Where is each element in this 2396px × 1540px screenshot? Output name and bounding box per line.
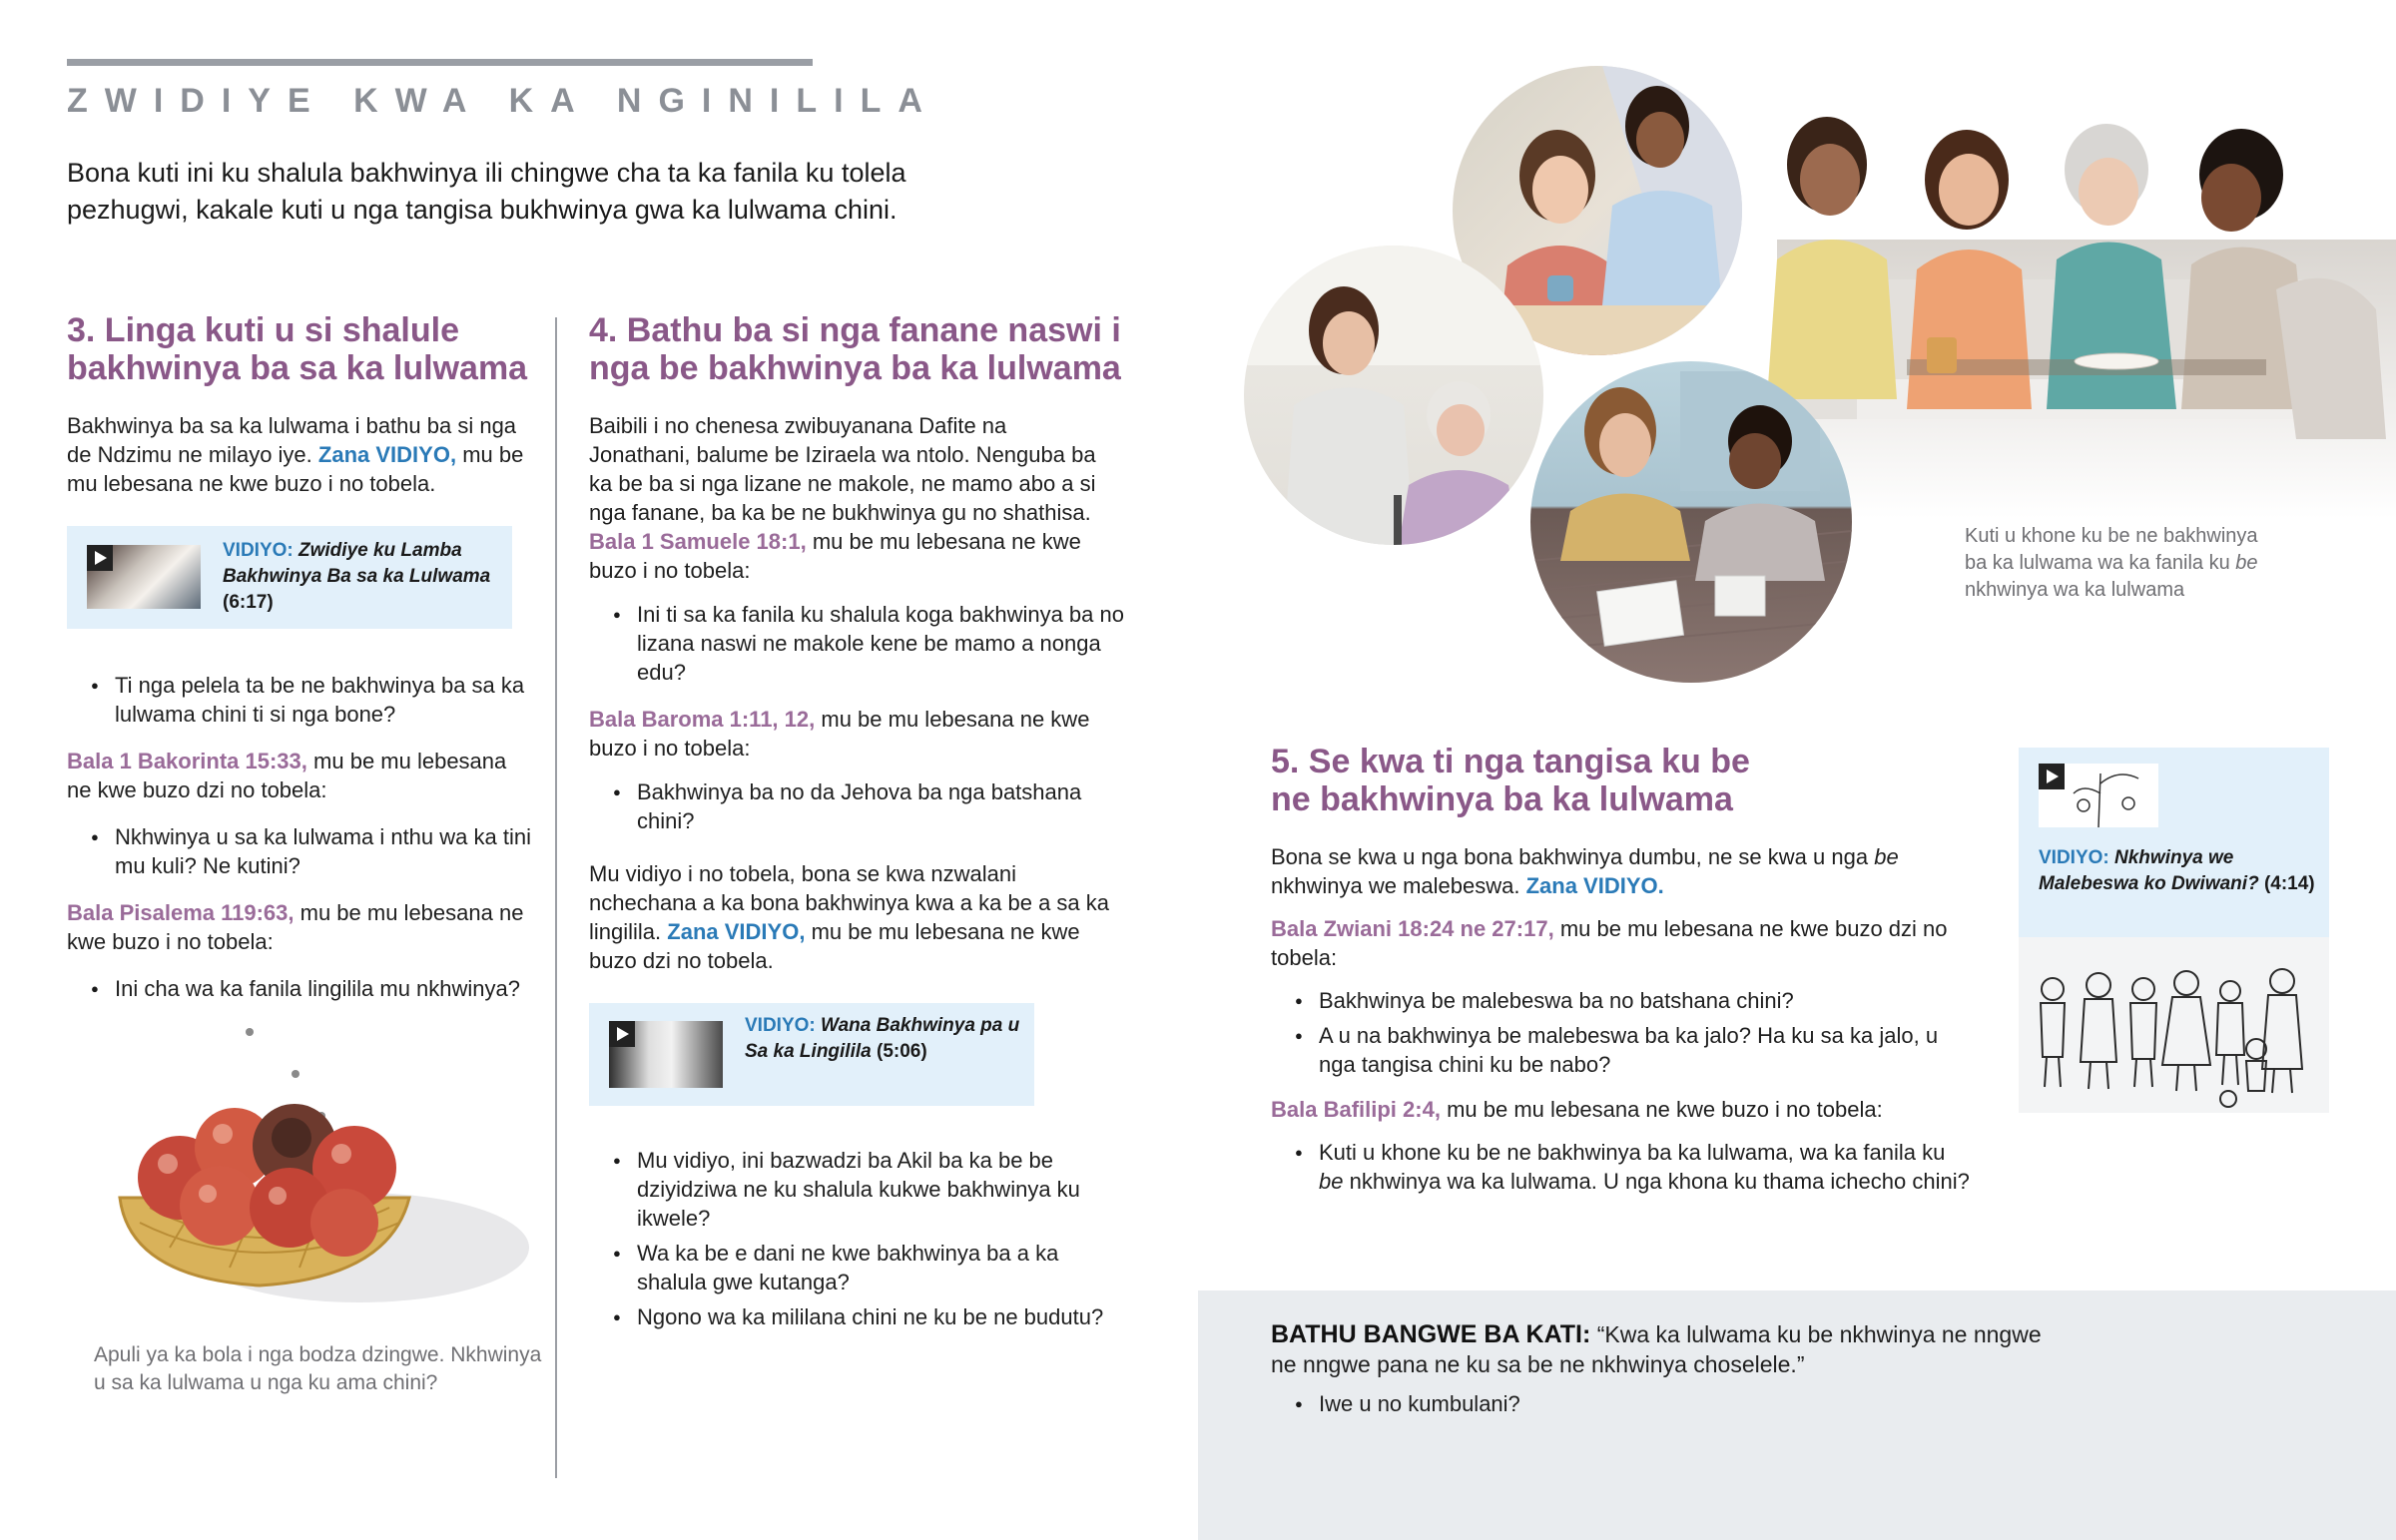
- question-bullet: ● Ngono wa ka mililana chini ne ku be ne budutu?: [589, 1302, 1128, 1331]
- scripture-ref[interactable]: Bala Bafilipi 2:4,: [1271, 1097, 1441, 1122]
- video-thumbnail[interactable]: [2039, 764, 2158, 827]
- scripture-ref[interactable]: Bala Zwiani 18:24 ne 27:17,: [1271, 916, 1554, 941]
- section-3: [67, 311, 536, 1003]
- video-card-wana[interactable]: [589, 1003, 1034, 1106]
- question-bullet: ● Ti nga pelela ta be ne bakhwinya ba sa ka lulwama chini ti si nga bone?: [67, 671, 536, 729]
- question-bullet: ● Kuti u khone ku be ne bakhwinya ba ka lulwama, wa ka fanila ku be nkhwinya wa ka lulwama. U nga khona ku thama ichecho chini?: [1271, 1138, 1970, 1196]
- children-line-drawing: [2019, 937, 2329, 1113]
- intro-text: Bona kuti ini ku shalula bakhwinya ili chingwe cha ta ka fanila ku tolela pezhugwi, kakale kuti u nga tangisa bukhwinya gwa ka lulwama chini.: [67, 158, 906, 225]
- helping-elderly-circle: [1244, 246, 1543, 545]
- question-bullet: ● A u na bakhwinya be malebeswa ba ka jalo? Ha ku sa ka jalo, u nga tangisa chini ku be nabo?: [1271, 1021, 1970, 1079]
- question-bullet: ● Bakhwinya be malebeswa ba no batshana chini?: [1271, 986, 1970, 1015]
- question-bullet: ● Bakhwinya ba no da Jehova ba nga batshana chini?: [589, 777, 1128, 835]
- scripture-prompt: Bala Zwiani 18:24 ne 27:17, mu be mu lebesana ne kwe buzo dzi no tobela:: [1271, 916, 1948, 970]
- video-thumbnail[interactable]: [87, 545, 201, 609]
- quote-block: [1271, 1319, 2070, 1418]
- video-card-lamba[interactable]: [67, 526, 512, 629]
- question-bullet: ● Nkhwinya u sa ka lulwama i nthu wa ka tini mu kuli? Ne kutini?: [67, 822, 536, 880]
- question-bullet: ● Ini ti sa ka fanila ku shalula koga bakhwinya ba no lizana naswi ne makole kene be mamo a nonga edu?: [589, 600, 1128, 687]
- video-card-text: VIDIYO: Zwidiye ku Lamba Bakhwinya Ba sa ka Lulwama (6:17): [223, 540, 491, 613]
- video-card-dwiwani[interactable]: [2019, 748, 2329, 937]
- comforting-friend-circle: [1530, 361, 1852, 683]
- watch-video-link[interactable]: Zana VIDIYO,: [667, 919, 806, 944]
- video-card-text: VIDIYO: Nkhwinya we Malebeswa ko Dwiwani? (4:14): [2039, 847, 2315, 894]
- play-icon[interactable]: [2039, 764, 2065, 789]
- question-bullet: ● Wa ka be e dani ne kwe bakhwinya ba a ka shalula gwe kutanga?: [589, 1239, 1128, 1296]
- rotten-apple-bowl-illustration: [110, 1018, 529, 1317]
- scripture-ref[interactable]: Bala 1 Bakorinta 15:33,: [67, 749, 307, 773]
- scripture-ref[interactable]: Bala Baroma 1:11, 12,: [589, 707, 816, 732]
- play-icon[interactable]: [87, 545, 113, 571]
- scripture-prompt: Bala Pisalema 119:63, mu be mu lebesana ne kwe buzo i no tobela:: [67, 900, 524, 954]
- apple-caption: Apuli ya ka bola i nga bodza dzingwe. Nkhwinya u sa ka lulwama u nga ku ama chini?: [94, 1343, 542, 1394]
- play-icon[interactable]: [609, 1021, 635, 1047]
- section-3-title: 3. Linga kuti u si shalule bakhwinya ba sa ka lulwama: [67, 311, 528, 387]
- apple-bowl-image: [110, 1018, 529, 1317]
- column-divider: [555, 317, 557, 1478]
- section-3-intro: Bakhwinya ba sa ka lulwama i bathu ba si nga de Ndzimu ne milayo iye. Zana VIDIYO, mu be mu lebesana ne kwe buzo i no tobela.: [67, 413, 524, 496]
- section-5-intro: Bona se kwa u nga bona bakhwinya dumbu, ne se kwa u nga be nkhwinya we malebeswa. Zana VIDIYO.: [1271, 844, 1899, 898]
- video-card-text: VIDIYO: Wana Bakhwinya pa u Sa ka Lingilila (5:06): [745, 1015, 1020, 1062]
- section-5: [1271, 743, 1970, 1196]
- section-5-title: 5. Se kwa ti nga tangisa ku be ne bakhwinya ba ka lulwama: [1271, 743, 1750, 818]
- scripture-ref[interactable]: Bala Pisalema 119:63,: [67, 900, 295, 925]
- section-4-intro: Baibili i no chenesa zwibuyanana Dafite na Jonathani, balume be Iziraela wa ntolo. Nenguba ba ka be ba si nga lizane ne makole, ne mamo abo a si nga fanane, ba ka be ne bukhwinya gu no shathisa. Bala 1 Samuele 18:1, mu be mu lebesana ne kwe buzo i no tobela:: [589, 413, 1096, 583]
- scripture-prompt: Bala Baroma 1:11, 12, mu be mu lebesana ne kwe buzo i no tobela:: [589, 707, 1090, 761]
- video-thumbnail[interactable]: [609, 1021, 723, 1088]
- watch-video-link[interactable]: Zana VIDIYO.: [1525, 873, 1664, 898]
- section-kicker: ZWIDIYE KWA KA NGINILILA: [67, 82, 939, 120]
- question-bullet: ● Ini cha wa ka fanila lingilila mu nkhwinya?: [67, 974, 536, 1003]
- friends-illustration-caption: Kuti u khone ku be ne bakhwinya ba ka lulwama wa ka fanila ku be nkhwinya wa ka lulwama: [1965, 525, 2258, 601]
- scripture-prompt: Bala 1 Bakorinta 15:33, mu be mu lebesana ne kwe buzo dzi no tobela:: [67, 749, 507, 802]
- question-bullet: ● Mu vidiyo, ini bazwadzi ba Akil ba ka be be dziyidziwa ne ku shalula kukwe bakhwinya ku ikwele?: [589, 1146, 1128, 1233]
- header-rule: [67, 59, 813, 66]
- watch-video-link[interactable]: Zana VIDIYO,: [317, 442, 457, 467]
- question-bullet: ● Iwe u no kumbulani?: [1271, 1389, 2070, 1418]
- section-4-video-intro: Mu vidiyo i no tobela, bona se kwa nzwalani nchechana a ka bona bakhwinya kwa a ka be a sa ka lingilila. Zana VIDIYO, mu be mu lebesana ne kwe buzo dzi no tobela.: [589, 861, 1110, 973]
- section-4-title: 4. Bathu ba si nga fanane naswi i nga be bakhwinya ba ka lulwama: [589, 311, 1121, 387]
- scripture-ref[interactable]: Bala 1 Samuele 18:1,: [589, 529, 807, 554]
- quote-text: BATHU BANGWE BA KATI: “Kwa ka lulwama ku be nkhwinya ne nngwe ne nngwe pana ne ku sa be ne nkhwinya choselele.”: [1271, 1320, 2042, 1377]
- scripture-prompt: Bala Bafilipi 2:4, mu be mu lebesana ne kwe buzo i no tobela:: [1271, 1097, 1883, 1122]
- section-4: [589, 311, 1128, 1331]
